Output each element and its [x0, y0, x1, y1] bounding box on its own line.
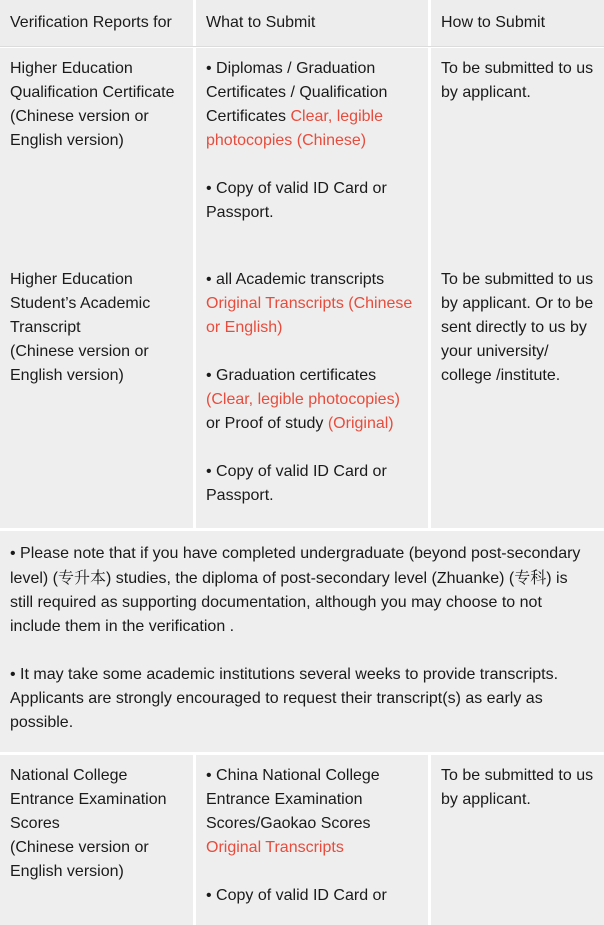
table-row — [0, 755, 604, 925]
note-paragraph: • It may take some academic institutions several weeks to provide transcripts. Applicants are strongly encouraged to request their transcript(s) as early as possible. — [10, 666, 559, 731]
submit-note: (Original) — [327, 415, 394, 432]
submit-note: (Clear, legible photocopies) — [206, 391, 400, 408]
report-cell — [0, 259, 196, 528]
submit-cell — [196, 259, 431, 528]
report-line: English version) — [10, 367, 124, 384]
submit-cell — [196, 755, 431, 925]
report-line: Qualification Certificate — [10, 84, 175, 101]
report-line: Transcript — [10, 319, 81, 336]
header-reports — [0, 0, 196, 46]
how-cell — [431, 48, 604, 259]
submit-item: • Copy of valid ID Card or — [206, 887, 387, 904]
submit-item: • Copy of valid ID Card or Passport. — [206, 180, 387, 221]
header-reports-label: Verification Reports for — [10, 14, 172, 31]
submit-item: • Graduation certificates (Clear, legible photocopies) or Proof of study (Original) — [206, 367, 400, 432]
report-line: Higher Education — [10, 271, 133, 288]
submit-cell — [196, 48, 431, 259]
report-line: (Chinese version or — [10, 343, 149, 360]
report-line: Entrance Examination — [10, 791, 167, 808]
how-text: To be submitted to us by applicant. Or to be sent directly to us by your university/ college /institute. — [441, 271, 594, 384]
header-what-label: What to Submit — [206, 14, 316, 31]
report-line: Student’s Academic — [10, 295, 151, 312]
table-header-row — [0, 0, 604, 47]
report-line: (Chinese version or — [10, 839, 149, 856]
how-cell — [431, 259, 604, 528]
header-what — [196, 0, 431, 46]
submit-item: • Copy of valid ID Card or Passport. — [206, 463, 387, 504]
how-text: To be submitted to us by applicant. — [441, 60, 594, 101]
report-cell — [0, 48, 196, 259]
submit-item: • China National College Entrance Examination Scores/Gaokao Scores Original Transcripts — [206, 767, 380, 856]
submit-note: Original Transcripts — [206, 839, 344, 856]
how-text: To be submitted to us by applicant. — [441, 767, 594, 808]
header-how-label: How to Submit — [441, 14, 546, 31]
report-line: (Chinese version or — [10, 108, 149, 125]
notes-row — [0, 531, 604, 752]
report-line: Scores — [10, 815, 60, 832]
notes-cell — [0, 531, 604, 752]
table-row — [0, 48, 604, 259]
submit-item: • Diplomas / Graduation Certificates / Qualification Certificates Clear, legible photocopies (Chinese) — [206, 60, 388, 149]
report-line: Higher Education — [10, 60, 133, 77]
submit-note: Clear, legible photocopies (Chinese) — [206, 108, 383, 149]
how-cell — [431, 755, 604, 925]
submit-item: • all Academic transcripts Original Transcripts (Chinese or English) — [206, 271, 413, 336]
submit-note: Original Transcripts (Chinese or English) — [206, 295, 413, 336]
report-line: English version) — [10, 132, 124, 149]
report-cell — [0, 755, 196, 925]
report-line: English version) — [10, 863, 124, 880]
report-line: National College — [10, 767, 128, 784]
table-row — [0, 259, 604, 528]
note-paragraph: • Please note that if you have completed undergraduate (beyond post-secondary level) (专升本) studies, the diploma of post-secondary level (Zhuanke) (专科) is still required as supporting documentation, although you may choose to not include them in the verification . — [10, 545, 581, 635]
header-how — [431, 0, 604, 46]
